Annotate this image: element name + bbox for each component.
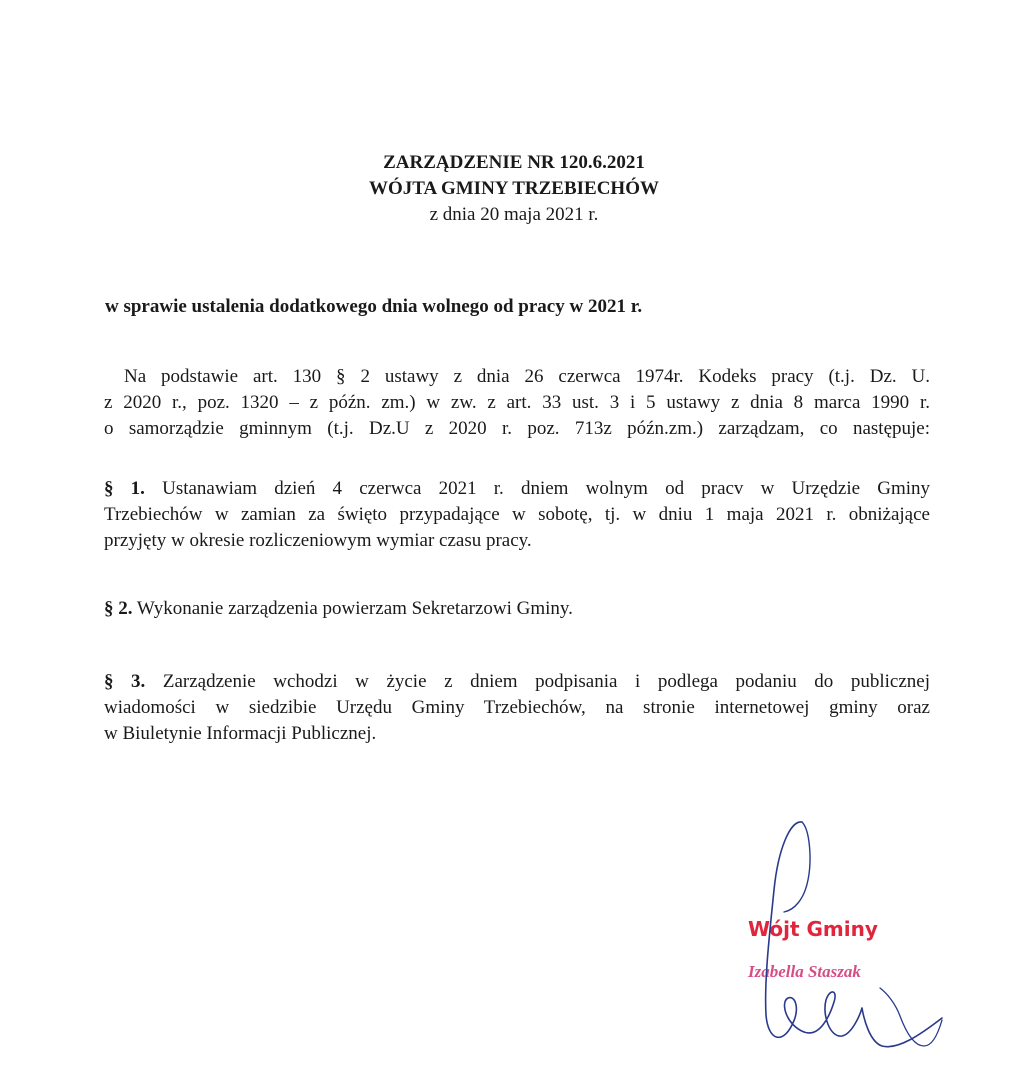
preamble-line: Na podstawie art. 130 § 2 ustawy z dnia 26 czerwca 1974r. Kodeks pracy (t.j. Dz. U. [124,366,930,387]
document-subject: w sprawie ustalenia dodatkowego dnia wolnego od pracy w 2021 r. [105,296,643,317]
section-number: § 3. [104,671,146,692]
document-header [0,150,1028,228]
section-number: § 1. [104,478,145,499]
section-line: wiadomości w siedzibie Urzędu Gminy Trzebiechów, na stronie internetowej gminy oraz [104,697,930,718]
header-issuer: WÓJTA GMINY TRZEBIECHÓW [369,178,659,199]
handwritten-signature [730,810,950,1070]
section-2 [104,596,930,622]
preamble-line: z 2020 r., poz. 1320 – z późn. zm.) w zw. z art. 33 ust. 3 i 5 ustawy z dnia 8 marca 1990 r. [104,392,930,413]
header-date: z dnia 20 maja 2021 r. [429,204,599,225]
section-line [104,476,930,502]
section-3 [104,669,930,747]
section-1 [104,476,930,554]
signature-stamp [730,810,950,1070]
stamp-title: Wójt Gminy [748,917,878,941]
preamble-line: o samorządzie gminnym (t.j. Dz.U z 2020 r. poz. 713z późn.zm.) zarządzam, co następuje: [104,418,930,439]
section-line [104,669,930,695]
header-title: ZARZĄDZENIE NR 120.6.2021 [383,152,645,173]
section-text: Ustanawiam dzień 4 czerwca 2021 r. dniem wolnym od pracv w Urzędzie Gminy [162,478,930,499]
section-line: Trzebiechów w zamian za święto przypadające w sobotę, tj. w dniu 1 maja 2021 r. obniżające [104,504,930,525]
preamble [104,364,930,442]
section-number: § 2. [104,598,133,619]
section-line [104,596,930,622]
section-line: przyjęty w okresie rozliczeniowym wymiar czasu pracy. [104,530,532,551]
section-line: w Biuletynie Informacji Publicznej. [104,723,377,744]
stamp-name: Izabella Staszak [748,962,861,981]
section-text: Zarządzenie wchodzi w życie z dniem podpisania i podlega podaniu do publicznej [162,671,930,692]
section-text: Wykonanie zarządzenia powierzam Sekretarzowi Gminy. [136,598,573,619]
